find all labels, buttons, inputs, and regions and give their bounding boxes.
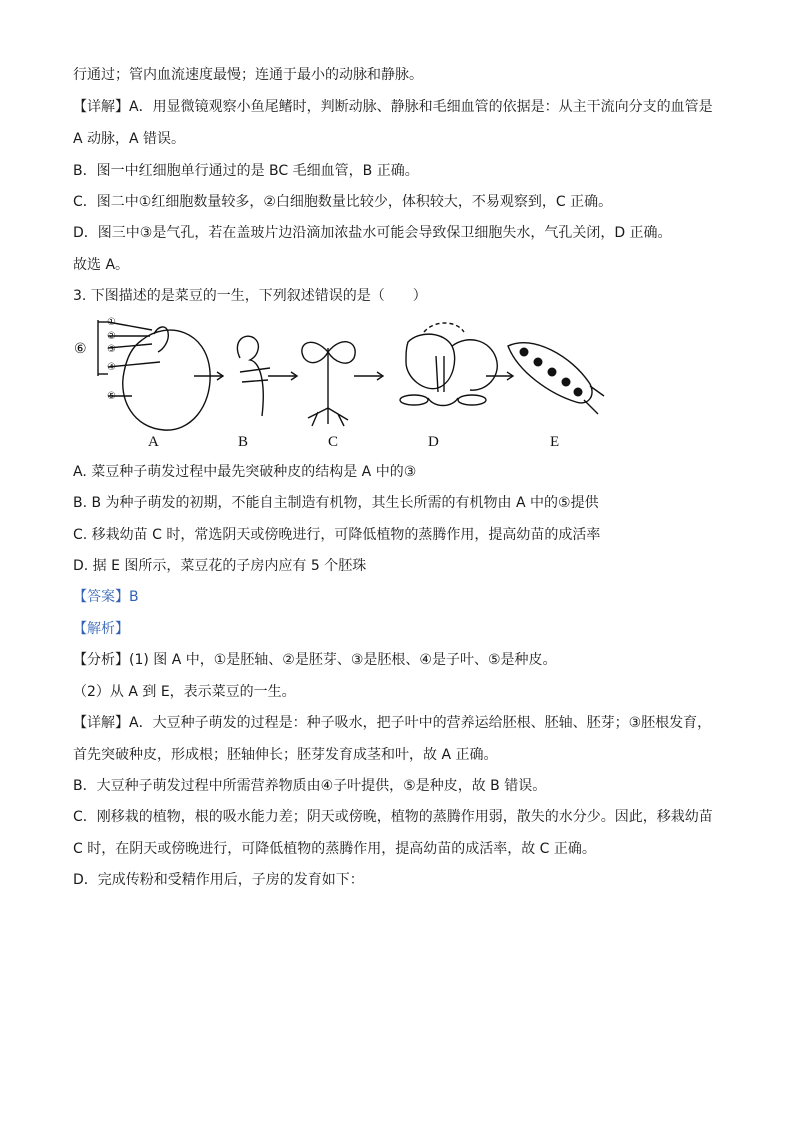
pod-seed [534,358,543,367]
stage-label-e: E [550,434,560,450]
text-line: 行通过；管内血流速度最慢；连通于最小的动脉和静脉。 [73,67,423,83]
pod-seed [562,378,571,387]
text-line: D．图三中③是气孔，若在盖玻片边沿滴加浓盐水可能会导致保卫细胞失水，气孔关闭，D 正确。 [73,225,672,241]
marker-2: ② [107,331,116,342]
analysis-line: D．完成传粉和受精作用后，子房的发育如下： [73,872,364,888]
text-line: 【详解】A．用显微镜观察小鱼尾鳍时，判断动脉、静脉和毛细血管的依据是：从主干流向分支的血管是 [73,99,713,115]
text-line: B．图一中红细胞单行通过的是 BC 毛细血管，B 正确。 [73,163,419,179]
option-c: C. 移栽幼苗 C 时，常选阴天或傍晚进行，可降低植物的蒸腾作用，提高幼苗的成活率 [73,527,601,543]
flower-petal-shape [406,334,455,389]
analysis-line: C．刚移栽的植物，根的吸水能力差；阴天或傍晚，植物的蒸腾作用弱，散失的水分少。因此，移栽幼苗 [73,809,713,825]
option-d: D. 据 E 图所示，菜豆花的子房内应有 5 个胚珠 [73,558,367,574]
stage-label-d: D [428,434,439,450]
marker-3: ③ [107,344,116,355]
analysis-line: B．大豆种子萌发过程中所需营养物质由④子叶提供，⑤是种皮，故 B 错误。 [73,778,547,794]
pod-seed [548,368,557,377]
text-line: 故选 A。 [73,257,130,273]
stage-label-a: A [148,434,159,450]
text-line: C．图二中①红细胞数量较多，②白细胞数量比较少，体积较大，不易观察到，C 正确。 [73,194,613,210]
marker-4: ④ [107,362,116,373]
pod-seed [574,388,583,397]
marker-6: ⑥ [74,341,87,357]
marker-5: ⑤ [107,391,116,402]
analysis-line: 【分析】(1) 图 A 中，①是胚轴、②是胚芽、③是胚根、④是子叶、⑤是种皮。 [73,652,557,668]
option-b: B. B 为种子萌发的初期，不能自主制造有机物，其生长所需的有机物由 A 中的⑤提供 [73,495,599,511]
analysis-line: C 时，在阴天或傍晚进行，可降低植物的蒸腾作用，提高幼苗的成活率，故 C 正确。 [73,841,596,857]
analysis-line: 【详解】A．大豆种子萌发的过程是：种子吸水，把子叶中的营养运给胚根、胚轴、胚芽；③胚根发育， [73,715,712,731]
analysis-line: 首先突破种皮，形成根；胚轴伸长；胚芽发育成茎和叶，故 A 正确。 [73,747,498,763]
option-a: A. 菜豆种子萌发过程中最先突破种皮的结构是 A 中的③ [73,464,417,480]
bean-life-cycle-diagram [72,312,612,452]
germinating-seed-shape [237,336,263,416]
answer-label: 【答案】B [73,589,139,605]
analysis-title: 【解析】 [73,621,129,637]
stage-label-c: C [328,434,339,450]
analysis-line: （2）从 A 到 E，表示菜豆的一生。 [73,684,296,700]
text-line: A 动脉，A 错误。 [73,131,186,147]
bean-life-cycle-figure [72,312,612,452]
question-3-stem: 3. 下图描述的是菜豆的一生，下列叙述错误的是（ ） [73,288,427,304]
pod-seed [520,348,529,357]
stage-label-b: B [238,434,249,450]
marker-1: ① [107,317,116,328]
